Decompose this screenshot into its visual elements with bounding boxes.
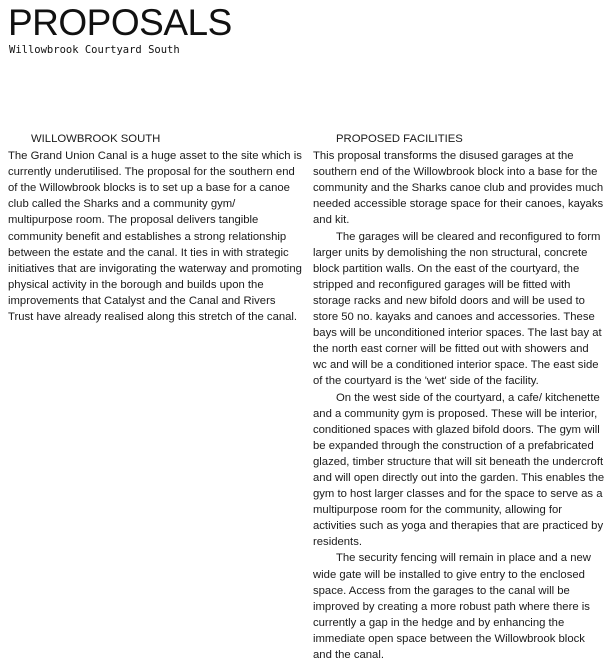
body-paragraph: The Grand Union Canal is a huge asset to the site which is currently underutilised. The proposal for the southern end of the Willowbrook blocks is to set up a base for a canoe club called the Sharks and a community gym/ multipurpose room. The proposal delivers tangible community benefit and establishes a strong relationship between the estate and the canal. It ties in with strategic initiatives that are invigorating the waterway and promoting physical activity in the borough and builds upon the improvements that Catalyst and the Canal and Rivers Trust have already realised along this stretch of the canal. bbox=[8, 150, 302, 324]
body-paragraph: On the west side of the courtyard, a cafe/ kitchenette and a community gym is proposed. These will be interior, conditioned spaces with glazed bifold doors. The gym will be expanded through the construction of a prefabricated glazed, timber structure that will sit beneath the undercroft and will open directly out into the garden. This enables the gym to host larger classes and for the space to serve as a multipurpose room for the community, allowing for activities such as yoga and therapies that are practiced by residents. bbox=[313, 391, 605, 549]
section-heading-willowbrook-south: WILLOWBROOK SOUTH bbox=[31, 133, 161, 145]
body-paragraph: This proposal transforms the disused garages at the southern end of the Willowbrook block into a base for the community and the Sharks canoe club and provides much needed accessible storage space for their canoes, kayaks and kit. bbox=[313, 150, 604, 227]
left-column bbox=[8, 131, 303, 325]
body-paragraph: The security fencing will remain in place and a new wide gate will be installed to give entry to the enclosed space. Access from the garages to the canal will be improved by creating a more robust path where there is currently a gap in the hedge and by enhancing the immediate open space between the Willowbrook block and the canal. bbox=[313, 552, 591, 661]
right-column bbox=[313, 131, 605, 663]
page-title: PROPOSALS bbox=[8, 2, 232, 43]
body-paragraph: The garages will be cleared and reconfigured to form larger units by demolishing the non structural, concrete block partition walls. On the east of the courtyard, the stripped and reconfigured garages will be fitted with storage racks and new bifold doors and will be used to store 50 no. kayaks and canoes and accessories. These bays will be unconditioned interior spaces. The last bay at the north east corner will be fitted out with showers and wc and will be a conditioned interior space. The east side of the courtyard is the 'wet' side of the facility. bbox=[313, 230, 602, 388]
section-heading-proposed-facilities: PROPOSED FACILITIES bbox=[336, 133, 463, 145]
page-subtitle: Willowbrook Courtyard South bbox=[9, 44, 180, 56]
